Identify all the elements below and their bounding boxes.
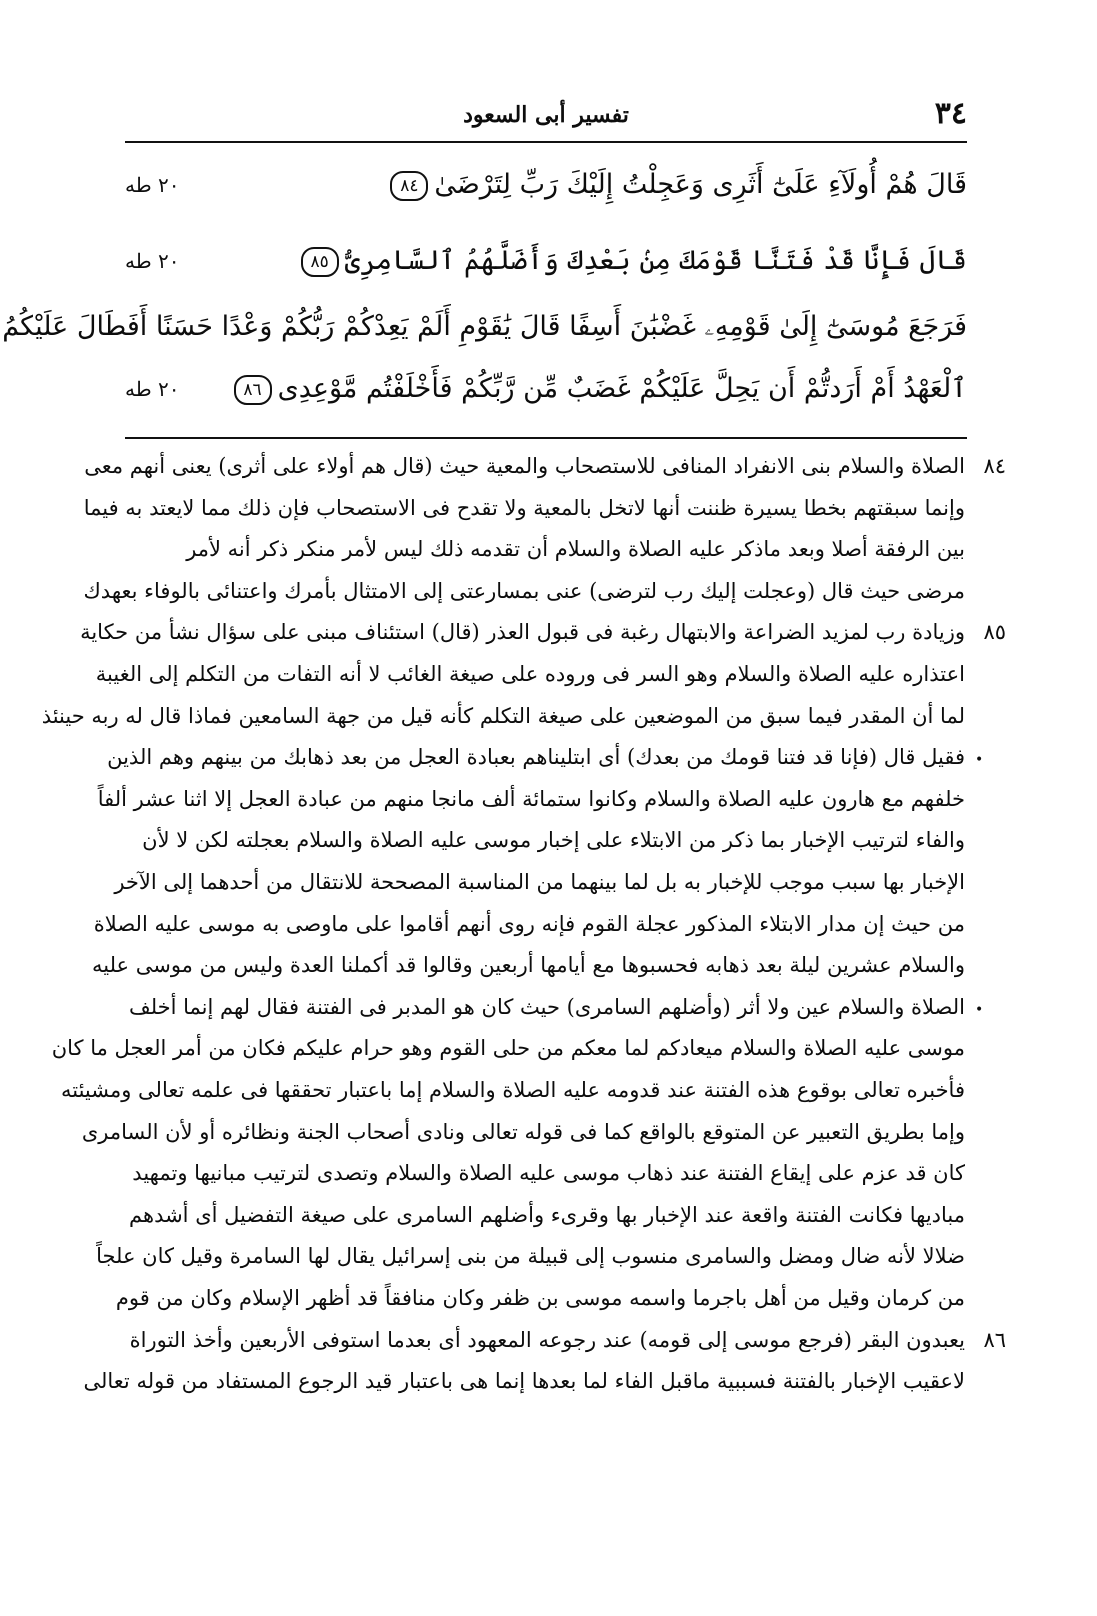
verse-text [390, 156, 967, 214]
commentary-line: لاعقيب الإخبار بالفتنة فسببية ماقبل الفاء لما بعدها إنما هى باعتبار قيد الرجوع المستفاد من قوله تعالى [83, 1369, 965, 1393]
commentary-line: وإنما سبقتهم بخطا يسيرة ظننت أنها لاتخل بالمعية ولا تقدح فى الاستصحاب فإن ذلك مما لايعتد به فيما [83, 496, 965, 520]
verse-divider [125, 437, 967, 439]
commentary-line: الإخبار بها سبب موجب للإخبار به بل لما بينهما من المناسبة المصححة للانتقال من أحدهما إلى الآخر [114, 870, 965, 894]
commentary-line: مباديها فكانت الفتنة واقعة عند الإخبار بها وقرىء وأضلهم السامرى على صيغة التفضيل أى أشدهم [129, 1203, 965, 1227]
commentary-line: فقيل قال (فإنا قد فتنا قومك من بعدك) أى ابتليناهم بعبادة العجل من بعد ذهابك من بينهم وهم الذين [107, 745, 965, 769]
verse-words: فَرَجَعَ مُوسَىٰٓ إِلَىٰ قَوْمِهِۦ غَضْبَٰنَ أَسِفًا قَالَ يَٰقَوْمِ أَلَمْ يَعِدْكُمْ رَبُّكُمْ وَعْدًا حَسَنًا أَفَطَالَ عَلَيْكُمُ [2, 311, 967, 342]
verse-number-mark: ٨٦ [234, 375, 272, 405]
margin-verse-number: ٨٥ [983, 620, 1006, 644]
commentary-line: وإما بطريق التعبير عن المتوقع بالواقع كما فى قوله تعالى ونادى أصحاب الجنة ونظائره أو لأن السامرى [81, 1120, 965, 1144]
commentary-line: مرضى حيث قال (وعجلت إليك رب لترضى) عنى بمسارعتى إلى الامتثال بأمرك واعتنائى بالوفاء بعهدك [83, 579, 965, 603]
margin-verse-number: ٨٤ [983, 454, 1006, 478]
verse-words: قَالَ هُمْ أُولَآءِ عَلَىٰٓ أَثَرِى وَعَجِلْتُ إِلَيْكَ رَبِّ لِتَرْضَىٰ [434, 169, 967, 200]
commentary-line: الصلاة والسلام عين ولا أثر (وأضلهم السامرى) حيث كان هو المدبر فى الفتنة فقال لهم إنما أخلف [128, 995, 965, 1019]
page-header [125, 96, 967, 140]
page-number: ٣٤ [934, 96, 967, 131]
verse-line [125, 232, 967, 290]
surah-reference: ٢٠ طه [125, 249, 180, 273]
commentary-line: فأخبره تعالى بوقوع هذه الفتنة عند قدومه عليه الصلاة والسلام إما باعتبار تحققها فى علمه تعالى ومشيئته [60, 1078, 965, 1102]
commentary-line: لما أن المقدر فيما سبق من الموضعين على صيغة التكلم كأنه قيل من جهة السامعين فماذا قال له ربه حينئذ [41, 704, 965, 728]
verse-line [125, 360, 967, 418]
verse-words: قَالَ فَإِنَّا قَدْ فَتَنَّا قَوْمَكَ مِنۢ بَعْدِكَ وَأَضَلَّهُمُ ٱلسَّامِرِىُّ [344, 245, 967, 276]
verse-number-mark: ٨٥ [301, 247, 339, 277]
verse-number-mark: ٨٤ [390, 171, 428, 201]
surah-reference: ٢٠ طه [125, 173, 180, 197]
surah-reference: ٢٠ طه [125, 377, 180, 401]
margin-verse-number: ٨٦ [983, 1328, 1006, 1352]
margin-marker: • [975, 1002, 984, 1018]
commentary-line: الصلاة والسلام بنى الانفراد المنافى للاستصحاب والمعية حيث (قال هم أولاء على أثرى) يعنى أنهم معى [84, 454, 965, 478]
commentary-line: وزيادة رب لمزيد الضراعة والابتهال رغبة فى قبول العذر (قال) استئناف مبنى على سؤال نشأ من حكاية [80, 620, 965, 644]
verse-text [301, 232, 967, 290]
commentary-line: من كرمان وقيل من أهل باجرما واسمه موسى بن ظفر وكان منافقاً قد أظهر الإسلام وكان من قوم [115, 1286, 965, 1310]
commentary-line: كان قد عزم على إيقاع الفتنة عند ذهاب موسى عليه الصلاة والسلام وتصدى لترتيب مبانيها وتمهيد [132, 1161, 965, 1185]
verse-text [234, 360, 967, 418]
book-title: تفسير أبى السعود [463, 102, 629, 128]
commentary-line: يعبدون البقر (فرجع موسى إلى قومه) عند رجوعه المعهود أى بعدما استوفى الأربعين وأخذ التوراة [129, 1328, 965, 1352]
commentary-line: والفاء لترتيب الإخبار بما ذكر من الابتلاء على إخبار موسى عليه الصلاة والسلام بعجلته لكن لا لأن [142, 828, 965, 852]
header-rule [125, 141, 967, 143]
commentary-line: بين الرفقة أصلا وبعد ماذكر عليه الصلاة والسلام أن تقدمه ذلك ليس لأمر منكر ذكر أنه لأمر [186, 537, 965, 561]
verse-text [2, 298, 967, 356]
verse-line [2, 298, 967, 356]
commentary-line: ضلالا لأنه ضال ومضل والسامرى منسوب إلى قبيلة من بنى إسرائيل يقال لها السامرة وقيل كان علجاً [96, 1244, 965, 1268]
commentary-line: والسلام عشرين ليلة بعد ذهابه فحسبوها مع أيامها أربعين وقالوا قد أكملنا العدة وليس من موسى عليه [91, 953, 965, 977]
verse-words: ٱلْعَهْدُ أَمْ أَرَدتُّمْ أَن يَحِلَّ عَلَيْكُمْ غَضَبٌ مِّن رَّبِّكُمْ فَأَخْلَفْتُم مَّوْعِدِى [277, 373, 967, 404]
margin-marker: • [975, 752, 984, 768]
commentary-line: موسى عليه الصلاة والسلام ميعادكم لما معكم من حلى القوم وهو حرام عليكم فكان من أمر العجل ما كان [51, 1036, 965, 1060]
commentary-line: اعتذاره عليه الصلاة والسلام وهو السر فى وروده على صيغة الغائب لا أنه التفات من التكلم إلى الغيبة [95, 662, 965, 686]
commentary-line: خلفهم مع هارون عليه الصلاة والسلام وكانوا ستمائة ألف مانجا منهم من عبادة العجل إلا اثنا عشر ألفاً [97, 787, 965, 811]
commentary-line: من حيث إن مدار الابتلاء المذكور عجلة القوم فإنه روى أنهم أقاموا على ماوصى به موسى عليه الصلاة [93, 912, 965, 936]
verse-line [125, 156, 967, 214]
